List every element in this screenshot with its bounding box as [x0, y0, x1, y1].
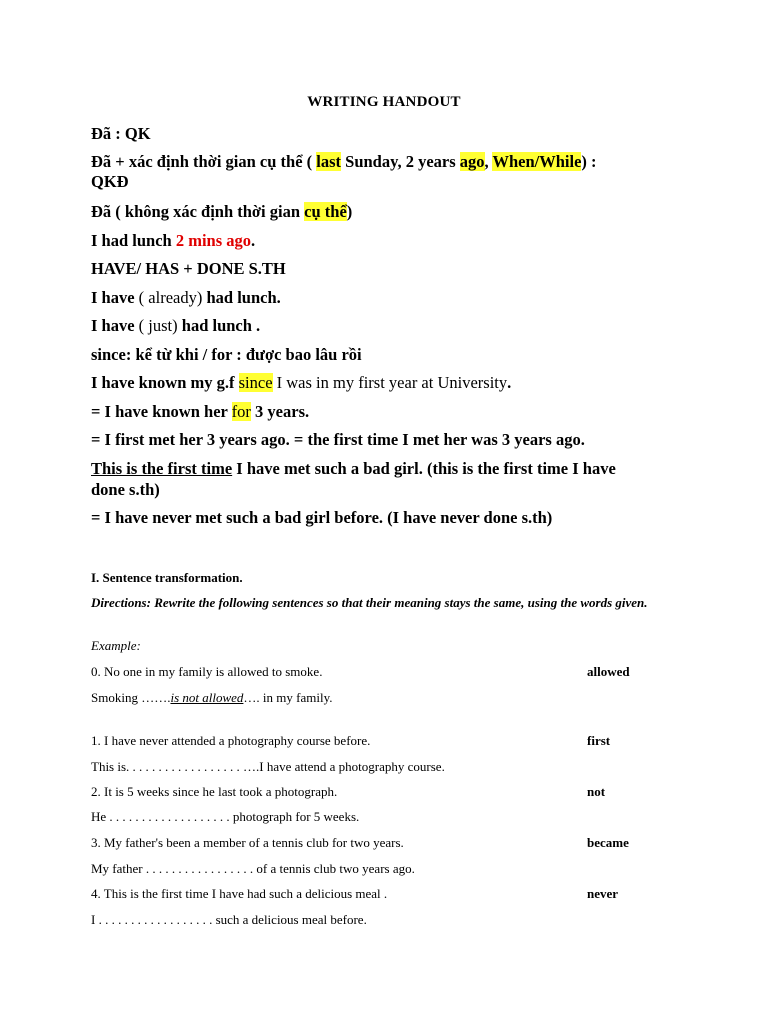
note-text: , — [484, 152, 493, 171]
note-line-12 — [91, 459, 691, 479]
note-text: ( already) — [138, 288, 203, 307]
note-text: I have — [91, 316, 139, 335]
note-text: 3 years. — [250, 402, 310, 421]
highlight-ago: ago — [459, 152, 485, 171]
note-line-8: since: kể từ khi / for : được bao lâu rồi — [91, 345, 362, 364]
note-text: Đã ( không xác định thời gian — [91, 202, 305, 221]
note-line-6 — [91, 288, 691, 308]
keyword-3: became — [587, 835, 629, 850]
exercise-sentence-2: 2. It is 5 weeks since he last took a photograph. — [91, 784, 338, 799]
note-text: I have — [91, 288, 139, 307]
note-line-7 — [91, 316, 691, 336]
exercise-answer-3: My father . . . . . . . . . . . . . . . . . of a tennis club two years ago. — [91, 861, 415, 876]
example-label: Example: — [91, 638, 141, 653]
highlight-when-while: When/While — [492, 152, 582, 171]
note-line-10 — [91, 402, 691, 422]
highlight-for: for — [231, 402, 251, 421]
note-text: Đã + xác định thời gian cụ thể ( — [91, 152, 317, 171]
example-answer: is not allowed — [170, 690, 244, 705]
exercise-sentence-4: 4. This is the first time I have had such a delicious meal . — [91, 886, 388, 901]
directions: Directions: Rewrite the following sentences so that their meaning stays the same, using the words given. — [91, 595, 648, 610]
note-line-1: Đã : QK — [91, 124, 151, 143]
keyword-0: allowed — [587, 664, 630, 679]
highlight-last: last — [316, 152, 342, 171]
note-line-5: HAVE/ HAS + DONE S.TH — [91, 259, 286, 278]
keyword-1: first — [587, 733, 611, 748]
underlined-phrase: This is the first time — [91, 459, 233, 478]
note-text: I was in my first year at University — [272, 373, 508, 392]
note-text: ) — [346, 202, 353, 221]
note-text: I have known my g.f — [91, 373, 239, 392]
keyword-4: never — [587, 886, 619, 901]
red-2-mins-ago: 2 mins ago — [175, 231, 252, 250]
note-line-3 — [91, 202, 691, 222]
note-text: I had lunch — [91, 231, 176, 250]
note-line-2b: QKĐ — [91, 172, 129, 191]
note-line-2 — [91, 152, 691, 172]
exercise-sentence-3: 3. My father's been a member of a tennis club for two years. — [91, 835, 404, 850]
note-text: had lunch. — [202, 288, 281, 307]
exercise-answer-4: I . . . . . . . . . . . . . . . . . . such a delicious meal before. — [91, 912, 367, 927]
note-line-13: = I have never met such a bad girl before. (I have never done s.th) — [91, 508, 553, 527]
highlight-cu-the: cụ thể — [304, 202, 347, 221]
note-text: had lunch . — [177, 316, 261, 335]
exercise-sentence-1: 1. I have never attended a photography course before. — [91, 733, 371, 748]
answer-text: …. in my family. — [243, 690, 333, 705]
note-line-9 — [91, 373, 691, 393]
exercise-sentence-0: 0. No one in my family is allowed to smoke. — [91, 664, 323, 679]
exercise-answer-2: He . . . . . . . . . . . . . . . . . . . photograph for 5 weeks. — [91, 809, 360, 824]
note-text: ) : — [581, 152, 597, 171]
note-text: = I have known her — [91, 402, 232, 421]
keyword-2: not — [587, 784, 606, 799]
note-text: Sunday, 2 years — [341, 152, 460, 171]
highlight-since: since — [238, 373, 273, 392]
note-text: ( just) — [138, 316, 178, 335]
answer-text: Smoking ……. — [91, 690, 171, 705]
note-text: . — [507, 373, 512, 392]
note-text: . — [251, 231, 256, 250]
note-text: I have met such a bad girl. (this is the first time I have — [232, 459, 616, 478]
page-title: WRITING HANDOUT — [307, 94, 461, 110]
exercise-answer-1: This is. . . . . . . . . . . . . . . . . . ….I have attend a photography course. — [91, 759, 445, 774]
note-line-11: = I first met her 3 years ago. = the first time I met her was 3 years ago. — [91, 430, 585, 449]
note-line-4 — [91, 231, 691, 251]
exercise-answer-0 — [91, 690, 333, 706]
note-line-12b: done s.th) — [91, 480, 160, 499]
section-heading: I. Sentence transformation. — [91, 570, 243, 585]
